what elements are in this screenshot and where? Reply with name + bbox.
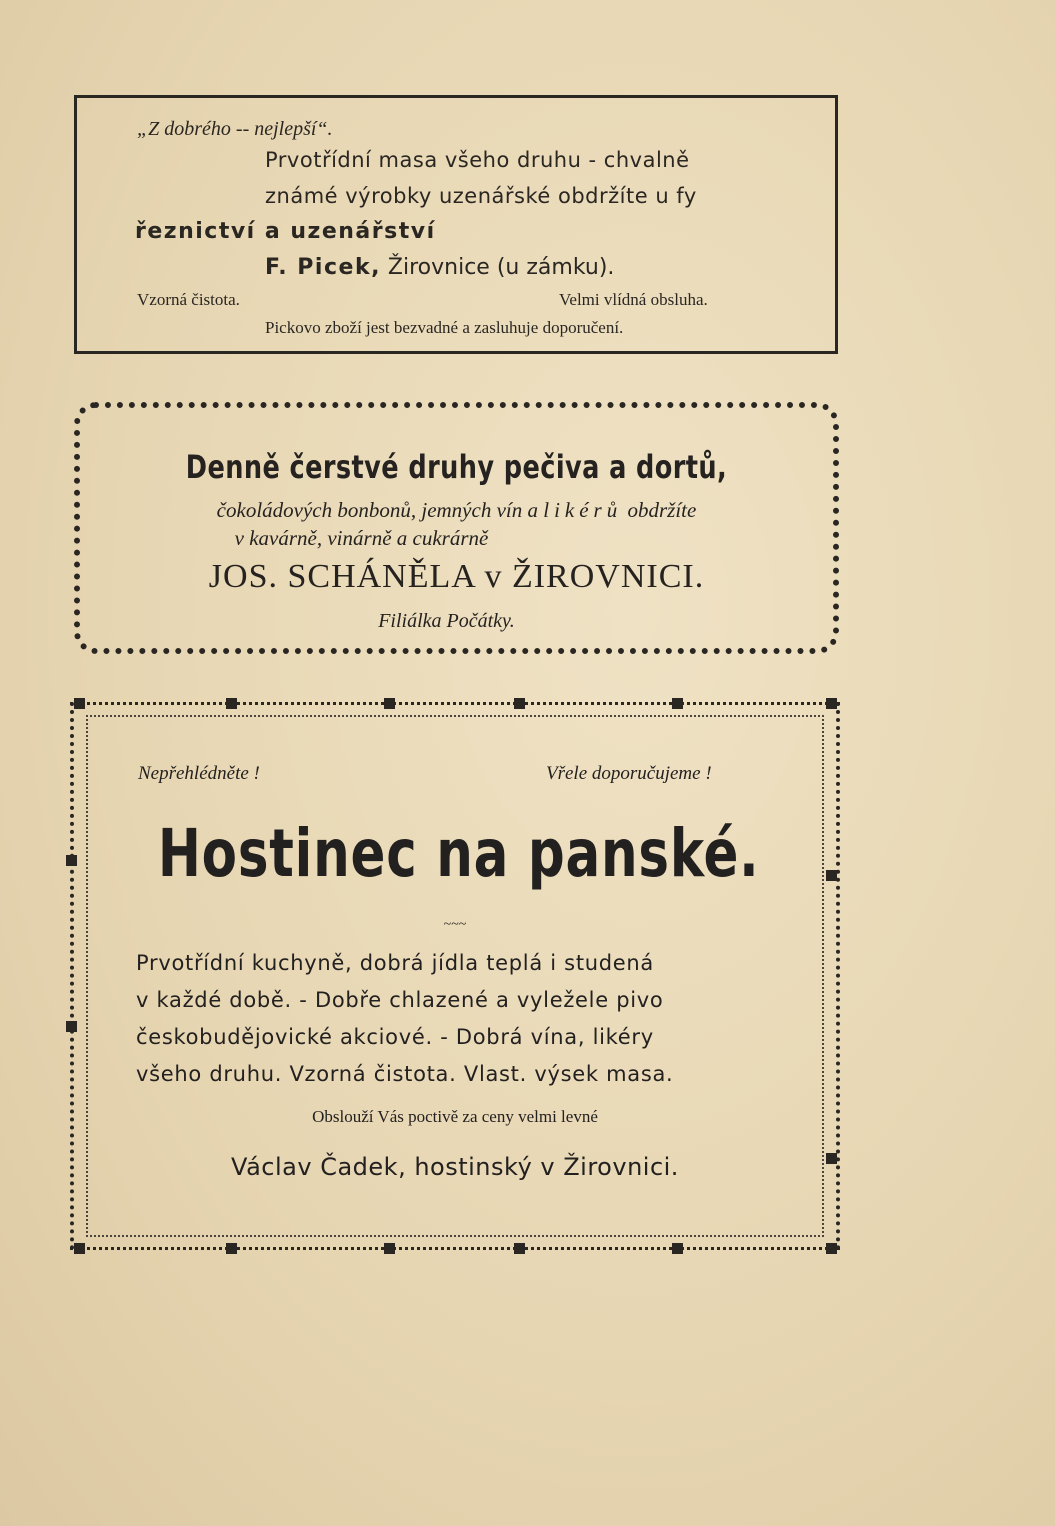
bakery-branch: Filiálka Počátky.	[378, 610, 515, 632]
frame-square-ornament	[226, 1243, 237, 1254]
frame-square-ornament	[226, 698, 237, 709]
bakery-text-part-a: čokoládových bonbonů, jemných vín a	[216, 498, 544, 522]
butcher-text-line-2: známé výrobky uzenářské obdržíte u fy	[265, 184, 697, 208]
frame-square-ornament	[672, 698, 683, 709]
bakery-advertisement	[74, 402, 839, 654]
butcher-owner	[265, 255, 614, 280]
frame-square-ornament	[514, 1243, 525, 1254]
inn-tag-left: Nepřehlédněte !	[138, 763, 260, 784]
frame-square-ornament	[514, 698, 525, 709]
butcher-owner-name: F. Picek,	[265, 255, 381, 280]
inn-body-line-4: všeho druhu. Vzorná čistota. Vlast. výsek masa.	[136, 1062, 674, 1086]
frame-square-ornament	[672, 1243, 683, 1254]
inn-body-line-3: českobudějovické akciové. - Dobrá vína, likéry	[136, 1025, 654, 1049]
butcher-owner-place: Žirovnice (u zámku).	[380, 255, 615, 280]
inn-advertisement	[70, 702, 840, 1250]
frame-square-ornament	[384, 698, 395, 709]
inn-signature: Václav Čadek, hostinský v Žirovnici.	[231, 1153, 679, 1181]
butcher-note-service: Velmi vlídná obsluha.	[559, 290, 708, 309]
butcher-advertisement	[74, 95, 838, 354]
ornament-divider: ~~~	[443, 917, 467, 932]
butcher-note-cleanliness: Vzorná čistota.	[137, 290, 240, 309]
frame-square-ornament	[384, 1243, 395, 1254]
inn-tag-right: Vřele doporučujeme !	[546, 763, 712, 784]
inn-headline: Hostinec na panské.	[157, 815, 760, 892]
frame-square-ornament	[66, 855, 77, 866]
butcher-shop-name: řeznictví a uzenářství	[135, 219, 436, 244]
butcher-slogan: „Z dobrého -- nejlepší“.	[137, 118, 333, 140]
frame-square-ornament	[826, 870, 837, 881]
frame-square-ornament	[826, 1243, 837, 1254]
bakery-owner-name: JOS. SCHÁNĚLA v ŽIROVNICI.	[208, 558, 705, 595]
bakery-text-line-2: v kavárně, vinárně a cukrárně	[234, 526, 489, 550]
bakery-text-part-c: obdržíte	[622, 498, 697, 522]
frame-square-ornament	[66, 1021, 77, 1032]
inn-service-note: Obslouží Vás poctivě za ceny velmi levné	[312, 1107, 598, 1126]
frame-square-ornament	[826, 698, 837, 709]
frame-square-ornament	[74, 698, 85, 709]
bakery-text-line-1	[80, 498, 833, 523]
inn-body-line-2: v každé době. - Dobře chlazené a vyležele pivo	[136, 988, 664, 1012]
butcher-claim: Pickovo zboží jest bezvadné a zasluhuje doporučení.	[265, 318, 624, 337]
frame-square-ornament	[74, 1243, 85, 1254]
bakery-headline: Denně čerstvé druhy pečiva a dortů,	[185, 448, 728, 486]
inn-body-line-1: Prvotřídní kuchyně, dobrá jídla teplá i studená	[136, 951, 654, 975]
bakery-text-part-b: likérů	[543, 498, 623, 522]
butcher-text-line-1: Prvotřídní masa všeho druhu - chvalně	[265, 148, 690, 172]
